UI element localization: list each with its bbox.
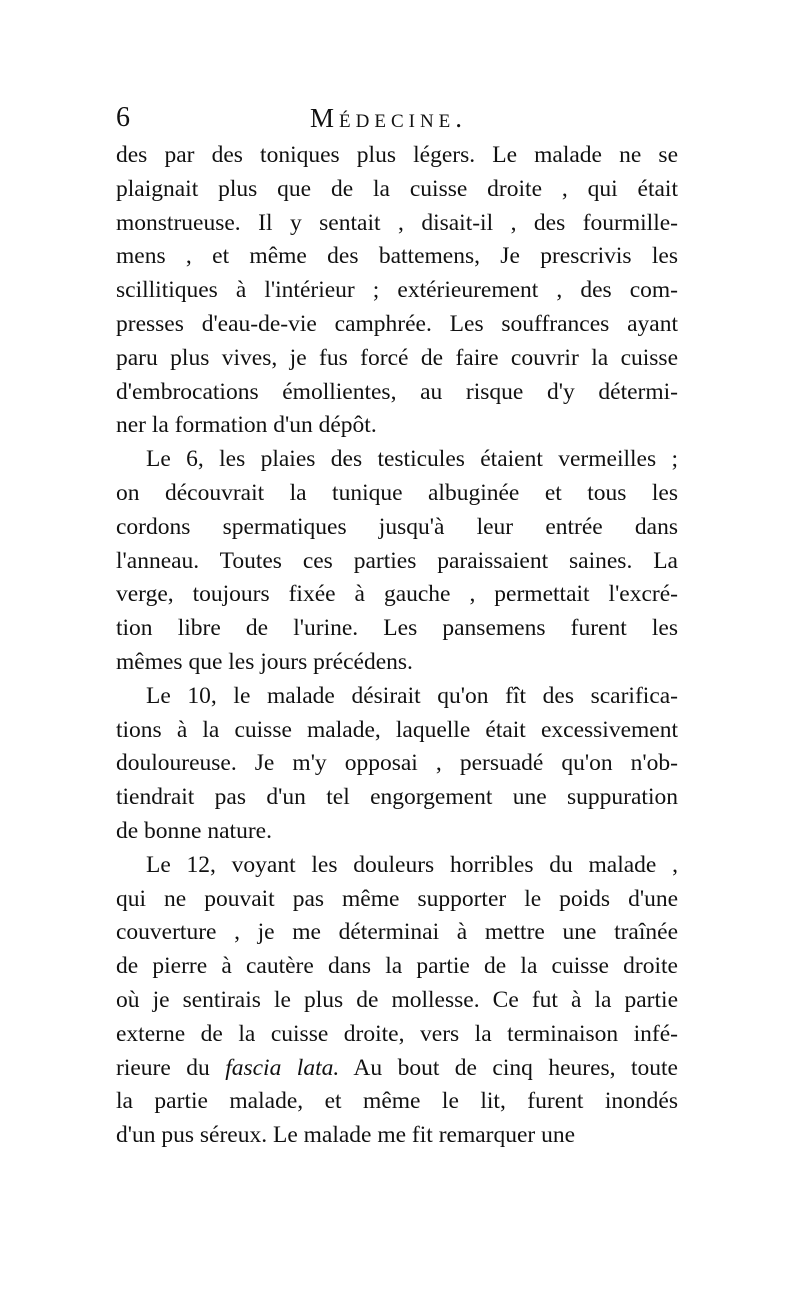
paragraph bbox=[116, 139, 678, 443]
text-line bbox=[116, 950, 678, 984]
text-segment: douloureuse. Je m'y opposai , persuadé qu'on n'ob- bbox=[116, 750, 678, 777]
text-segment: Le 10, le malade désirait qu'on fît des scarifica- bbox=[146, 682, 678, 709]
page-header bbox=[116, 98, 676, 138]
text-segment: Le 6, les plaies des testicules étaient vermeilles ; bbox=[146, 446, 678, 473]
text-line bbox=[116, 342, 678, 376]
text-segment: d'embrocations émollientes, au risque d'y détermi- bbox=[116, 378, 678, 405]
text-line bbox=[116, 883, 678, 917]
text-line bbox=[116, 173, 678, 207]
text-line bbox=[116, 274, 678, 308]
text-line bbox=[116, 747, 678, 781]
text-segment: externe de la cuisse droite, vers la terminaison infé- bbox=[116, 1020, 678, 1047]
text-line bbox=[116, 1085, 678, 1119]
text-line bbox=[116, 207, 678, 241]
italic-text: fascia lata. bbox=[225, 1054, 340, 1081]
text-line bbox=[116, 1052, 678, 1086]
text-segment: l'anneau. Toutes ces parties paraissaient saines. La bbox=[116, 547, 678, 574]
text-line bbox=[116, 240, 678, 274]
text-segment: ner la formation d'un dépôt. bbox=[116, 412, 377, 439]
text-line bbox=[116, 477, 678, 511]
text-line bbox=[116, 984, 678, 1018]
page-number: 6 bbox=[116, 102, 130, 133]
text-line bbox=[116, 139, 678, 173]
text-line bbox=[116, 849, 678, 883]
text-segment: d'un pus séreux. Le malade me fit remarquer une bbox=[116, 1122, 576, 1149]
text-line bbox=[116, 308, 678, 342]
text-segment: paru plus vives, je fus forcé de faire couvrir la cuisse bbox=[116, 344, 678, 371]
paragraph bbox=[116, 680, 678, 849]
text-line bbox=[116, 781, 678, 815]
paragraph bbox=[116, 443, 678, 680]
text-segment: presses d'eau-de-vie camphrée. Les souffrances ayant bbox=[116, 310, 678, 337]
text-segment: tions à la cuisse malade, laquelle était excessivement bbox=[116, 716, 678, 743]
text-line bbox=[116, 443, 678, 477]
text-segment: mêmes que les jours précédens. bbox=[116, 648, 413, 675]
text-segment: qui ne pouvait pas même supporter le poids d'une bbox=[116, 885, 678, 912]
text-line bbox=[116, 680, 678, 714]
text-line bbox=[116, 578, 678, 612]
text-line bbox=[116, 815, 678, 849]
text-segment: couverture , je me déterminai à mettre une traînée bbox=[116, 919, 678, 946]
text-segment: on découvrait la tunique albuginée et tous les bbox=[116, 479, 678, 506]
text-line bbox=[116, 376, 678, 410]
text-line bbox=[116, 1018, 678, 1052]
page-body bbox=[116, 139, 678, 1153]
text-line bbox=[116, 545, 678, 579]
text-segment: plaignait plus que de la cuisse droite , qui était bbox=[116, 175, 678, 202]
text-segment: verge, toujours fixée à gauche , permettait l'excré- bbox=[116, 581, 678, 608]
text-segment: de pierre à cautère dans la partie de la cuisse droite bbox=[116, 953, 678, 980]
running-title: Médecine. bbox=[310, 103, 468, 133]
text-line bbox=[116, 916, 678, 950]
text-line bbox=[116, 1119, 678, 1153]
text-segment: monstrueuse. Il y sentait , disait-il , des fourmille- bbox=[116, 209, 678, 236]
text-segment: cordons spermatiques jusqu'à leur entrée dans bbox=[116, 513, 678, 540]
text-segment: scillitiques à l'intérieur ; extérieurement , des com- bbox=[116, 277, 678, 304]
text-line bbox=[116, 714, 678, 748]
text-line bbox=[116, 409, 678, 443]
text-segment: des par des toniques plus légers. Le malade ne se bbox=[116, 142, 678, 168]
paragraph bbox=[116, 849, 678, 1153]
text-segment: mens , et même des battemens, Je prescrivis les bbox=[116, 243, 678, 270]
text-segment: rieure du bbox=[116, 1054, 226, 1081]
text-line bbox=[116, 612, 678, 646]
text-segment: de bonne nature. bbox=[116, 817, 272, 844]
text-line bbox=[116, 511, 678, 545]
text-line bbox=[116, 646, 678, 680]
text-segment: tiendrait pas d'un tel engorgement une suppuration bbox=[116, 784, 678, 811]
text-segment: où je sentirais le plus de mollesse. Ce fut à la partie bbox=[116, 986, 678, 1013]
text-segment: Au bout de cinq heures, toute bbox=[339, 1054, 678, 1081]
text-segment: Le 12, voyant les douleurs horribles du malade , bbox=[146, 851, 678, 878]
text-segment: tion libre de l'urine. Les pansemens furent les bbox=[116, 615, 678, 642]
text-segment: la partie malade, et même le lit, furent inondés bbox=[116, 1088, 678, 1115]
